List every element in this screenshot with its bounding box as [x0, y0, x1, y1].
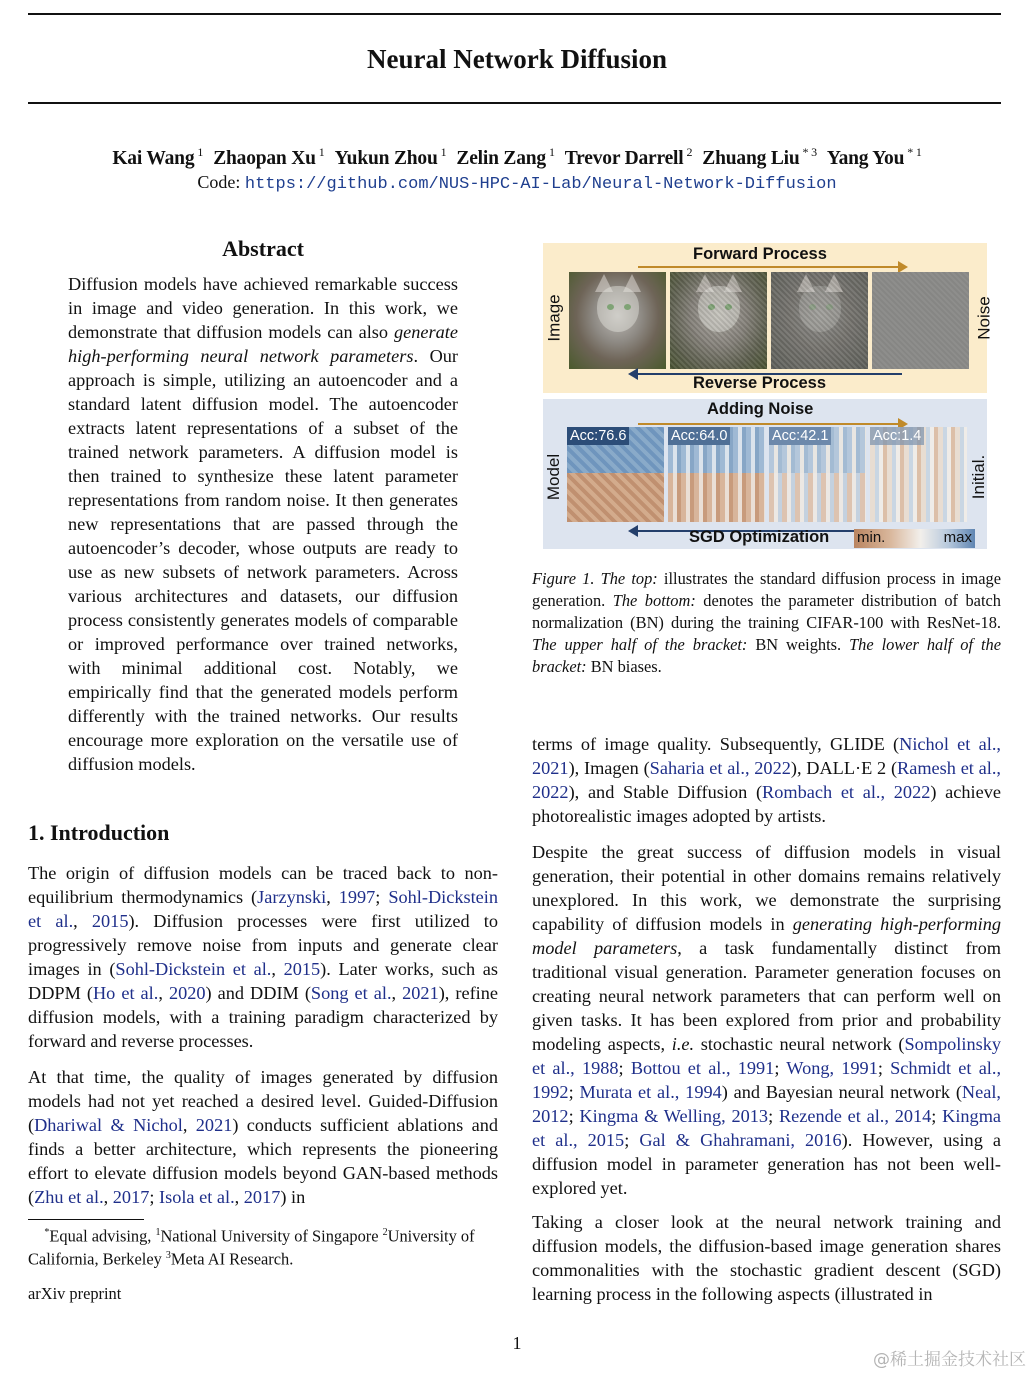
- citation-link[interactable]: 1997: [338, 887, 376, 907]
- abstract-emphasis: generate high-performing neural network parameters: [68, 322, 458, 366]
- adding-noise-label: Adding Noise: [707, 400, 814, 418]
- citation-link[interactable]: 2017: [112, 1187, 150, 1207]
- affiliation-marker: 1: [548, 145, 555, 159]
- affiliation-marker: * 1: [907, 145, 922, 159]
- abstract-heading: Abstract: [222, 236, 304, 261]
- citation-link[interactable]: Bottou et al., 1991: [630, 1058, 775, 1078]
- venue-label: arXiv preprint: [28, 1284, 122, 1303]
- emphasis-text: Figure 1. The top:: [532, 569, 658, 588]
- footnote-marker: 1: [155, 1227, 161, 1238]
- pure-noise-image: [872, 272, 969, 369]
- citation-link[interactable]: Ramesh et al., 2022: [532, 758, 1001, 802]
- citation-link[interactable]: Isola et al.: [159, 1187, 235, 1207]
- affiliation-marker: 1: [197, 145, 204, 159]
- accuracy-badge: Acc:76.6: [567, 427, 629, 445]
- cat-image-noisy-2: [771, 272, 868, 369]
- author-name: Trevor Darrell $^2$: [564, 145, 693, 169]
- citation-link[interactable]: Sompolinsky et al., 1988: [532, 1034, 1001, 1078]
- footnote-marker: *: [44, 1227, 50, 1238]
- affiliation-marker: 1: [440, 145, 447, 159]
- citation-link[interactable]: Sohl-Dickstein et al.: [28, 887, 499, 931]
- colorbar-min-label: min.: [857, 529, 886, 546]
- abstract-text-2: . Our approach is simple, utilizing an autoencoder and a standard latent diffusion model. The autoencoder extracts latent representations of a subset of the trained network parameters. A diffusion model is then trained to synthesize these latent parameter representations from random noise. It then generates new representations that are passed through the autoencoder’s decoder, whose outputs are ready to use as new subsets of network parameters. Across various architectures and datasets, our diffusion process consistently generates models of comparable or improved performance over trained networks, with minimal additional cost. Notably, we empirically find that the generated models perform differently with the trained networks. Our results encourage more exploration on the versatile use of diffusion models.: [68, 346, 458, 774]
- emphasis-text: generating high-performing model parameters: [532, 914, 1001, 958]
- forward-arrow-icon: [638, 266, 900, 268]
- cat-image-clean: [569, 272, 666, 369]
- citation-link[interactable]: 2015: [283, 959, 321, 979]
- citation-link[interactable]: Song et al.: [310, 983, 392, 1003]
- affiliation-marker: * 3: [802, 145, 817, 159]
- heatmap-initial: [870, 427, 967, 522]
- author-name: Zhuang Liu $^{* 3}$: [702, 145, 817, 169]
- abstract-text-1: Diffusion models have achieved remarkable success in image and video generation. In this work, we demonstrate that diffusion models can also: [68, 274, 458, 342]
- citation-link[interactable]: Zhu et al.: [34, 1187, 104, 1207]
- author-name: Yang You $^{* 1}$: [826, 145, 922, 169]
- citation-link[interactable]: 2021: [195, 1115, 233, 1135]
- adding-noise-arrow-icon: [638, 423, 900, 425]
- colorbar-legend: [854, 529, 975, 548]
- code-link-line: [0, 172, 1034, 194]
- figure-1: [541, 243, 994, 553]
- citation-link[interactable]: Rezende et al., 2014: [778, 1106, 932, 1126]
- intro-paragraph-2: At that time, the quality of images generated by diffusion models had not yet reached a desired level. Guided-Diffusion (Dhariwal & Nichol, 2021) conducts sufficient ablations and finds a better architecture, which represents the pioneering effort to elevate diffusion models beyond GAN-based methods (Zhu et al., 2017; Isola et al., 2017) in: [28, 1067, 498, 1207]
- footnote-marker: 3: [165, 1250, 171, 1262]
- accuracy-badge: Acc:1.4: [870, 427, 924, 445]
- title-top-rule: [28, 13, 1001, 15]
- paper-title: Neural Network Diffusion: [367, 44, 667, 74]
- code-label: Code:: [197, 172, 241, 192]
- affiliation-marker: 1: [318, 145, 325, 159]
- emphasis-text: The upper half of the bracket:: [532, 635, 748, 654]
- citation-link[interactable]: Saharia et al., 2022: [649, 758, 791, 778]
- emphasis-text: The bottom:: [612, 591, 696, 610]
- emphasis-text: The lower half of the bracket:: [532, 635, 1001, 676]
- cat-image-noisy-1: [670, 272, 767, 369]
- citation-link[interactable]: 2017: [243, 1187, 281, 1207]
- accuracy-badge: Acc:64.0: [668, 427, 730, 445]
- watermark: @稀土掘金技术社区: [873, 1350, 1026, 1370]
- intro-paragraph-5: Taking a closer look at the neural network training and diffusion models, the diffusion-based image generation shares commonalities with the stochastic gradient descent (SGD) learning process in the following aspects (illustrated in: [532, 1212, 1001, 1304]
- citation-link[interactable]: Kingma et al., 2015: [532, 1106, 1002, 1150]
- citation-link[interactable]: Sohl-Dickstein et al.: [115, 959, 272, 979]
- author-list: [0, 145, 1034, 170]
- sgd-optimization-label: SGD Optimization: [689, 528, 830, 546]
- intro-paragraph-1: The origin of diffusion models can be traced back to non-equilibrium thermodynamics (Jarzynski, 1997; Sohl-Dickstein et al., 2015). Diffusion processes were first utilized to progressively remove noise from inputs and generate clear images in (Sohl-Dickstein et al., 2015). Later works, such as DDPM (Ho et al., 2020) and DDIM (Song et al., 2021), refine diffusion models, with a training paradigm characterized by forward and reverse processes.: [28, 863, 499, 1051]
- citation-link[interactable]: 2015: [91, 911, 129, 931]
- citation-link[interactable]: 2021: [402, 983, 439, 1003]
- heatmap-trained: [567, 427, 664, 522]
- citation-link[interactable]: Nichol et al., 2021: [532, 734, 1001, 778]
- citation-link[interactable]: 2020: [168, 983, 206, 1003]
- citation-link[interactable]: Jarzynski: [257, 887, 327, 907]
- author-name: Kai Wang $^1$: [112, 145, 204, 169]
- intro-paragraph-4: Despite the great success of diffusion models in visual generation, their potential in other domains remains relatively unexplored. In this work, we demonstrate the surprising capability of diffusion models in generating high-performing model parameters, a task fundamentally distinct from traditional visual generation. Parameter generation focuses on creating neural network parameters that can perform well on given tasks. It has been explored from prior and probability modeling aspects, i.e. stochastic neural network (Sompolinsky et al., 1988; Bottou et al., 1991; Wong, 1991; Schmidt et al., 1992; Murata et al., 1994) and Bayesian neural network (Neal, 2012; Kingma & Welling, 2013; Rezende et al., 2014; Kingma et al., 2015; Gal & Ghahramani, 2016). However, using a diffusion model in parameter generation has not been well-explored yet.: [532, 842, 1002, 1198]
- code-url-link[interactable]: https://github.com/NUS-HPC-AI-Lab/Neural-Network-Diffusion: [244, 175, 837, 194]
- citation-link[interactable]: Gal & Ghahramani, 2016: [639, 1130, 842, 1150]
- heatmap-noise-2: [769, 427, 866, 522]
- citation-link[interactable]: Neal, 2012: [532, 1082, 1002, 1126]
- author-name: Zhaopan Xu $^1$: [213, 145, 325, 169]
- citation-link[interactable]: Murata et al., 1994: [579, 1082, 722, 1102]
- forward-process-label: Forward Process: [693, 245, 827, 263]
- section-heading-introduction: 1. Introduction: [28, 820, 170, 845]
- title-bottom-rule: [28, 102, 1001, 104]
- figure-1-caption: Figure 1. The top: illustrates the standard diffusion process in image generation. The bottom: denotes the parameter distribution of batch normalization (BN) during the training CIFAR-100 with ResNet-18. The upper half of the bracket: BN weights. The lower half of the bracket: BN biases.: [532, 569, 1001, 676]
- colorbar-max-label: max: [943, 529, 972, 546]
- affiliation-marker: 2: [686, 145, 693, 159]
- footnote-rule: [28, 1219, 144, 1220]
- citation-link[interactable]: Kingma & Welling, 2013: [579, 1106, 769, 1126]
- page-number: 1: [512, 1333, 522, 1353]
- initial-axis-label: Initial.: [969, 454, 989, 500]
- footnote-marker: 2: [382, 1227, 388, 1238]
- citation-link[interactable]: Ho et al.: [92, 983, 159, 1003]
- reverse-process-label: Reverse Process: [693, 374, 827, 392]
- image-axis-label: Image: [544, 294, 564, 342]
- accuracy-badge: Acc:42.1: [769, 427, 831, 445]
- emphasis-text: i.e.: [671, 1034, 695, 1054]
- affiliation-footnote: *Equal advising, $^1$National University of Singapore $^2$University of California, Berkeley $^3$Meta AI Research.: [28, 1226, 475, 1269]
- citation-link[interactable]: Rombach et al., 2022: [762, 782, 931, 802]
- heatmap-noise-1: [668, 427, 765, 522]
- citation-link[interactable]: Dhariwal & Nichol: [34, 1115, 183, 1135]
- model-axis-label: Model: [544, 453, 564, 501]
- intro-paragraph-3: terms of image quality. Subsequently, GLIDE (Nichol et al., 2021), Imagen (Saharia et al., 2022), DALL·E 2 (Ramesh et al., 2022), and Stable Diffusion (Rombach et al., 2022) achieve photorealistic images adopted by artists.: [532, 734, 1001, 826]
- citation-link[interactable]: Schmidt et al., 1992: [532, 1058, 1002, 1102]
- abstract-body: [68, 272, 458, 776]
- author-name: Yukun Zhou $^1$: [334, 145, 447, 169]
- figure-top-panel: [543, 243, 994, 393]
- citation-link[interactable]: Wong, 1991: [786, 1058, 878, 1078]
- noise-axis-label: Noise: [974, 296, 994, 340]
- author-name: Zelin Zang $^1$: [456, 145, 555, 169]
